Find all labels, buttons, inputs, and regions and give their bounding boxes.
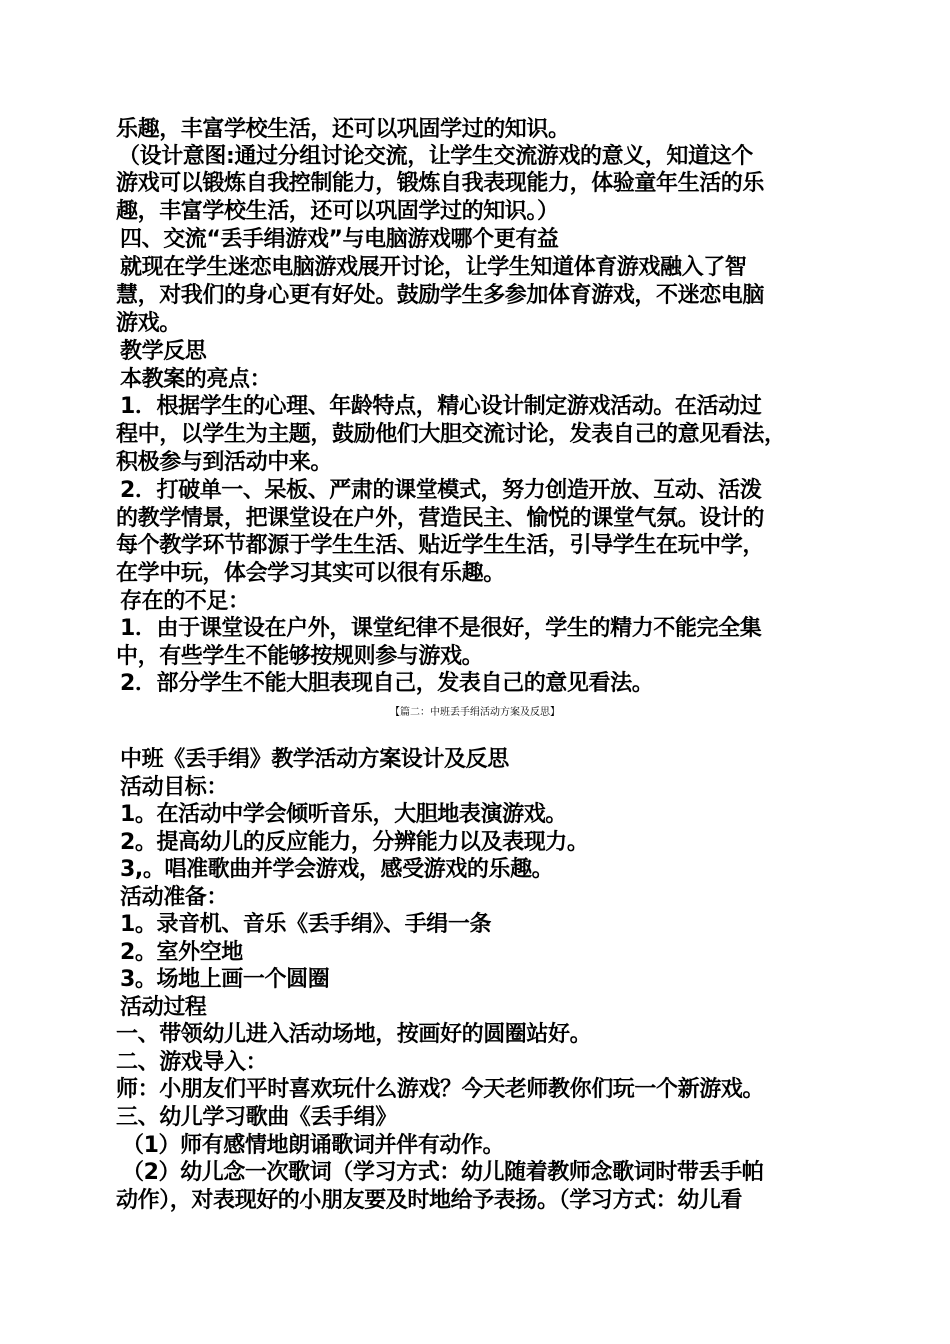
text-line: （1）师有感情地朗诵歌词并伴有动作。 [122, 1133, 505, 1158]
text-line: 师：小朋友们平时喜欢玩什么游戏？今天老师教你们玩一个新游戏。 [116, 1077, 765, 1102]
text-line: 1．由于课堂设在户外，课堂纪律不是很好，学生的精力不能完全集 [120, 616, 762, 641]
section-heading: 【篇二：中班丢手绢活动方案及反思】 [390, 707, 560, 718]
text-line: 1。在活动中学会倾听音乐，大胆地表演游戏。 [120, 802, 567, 827]
text-line: 程中，以学生为主题，鼓励他们大胆交流讨论，发表自己的意见看法， [116, 422, 786, 447]
document-subtitle: 中班《丢手绢》教学活动方案设计及反思 [120, 747, 509, 772]
text-line: 2。室外空地 [120, 940, 243, 965]
text-line: 二、游戏导入： [116, 1050, 268, 1075]
section-title: 活动准备： [120, 885, 229, 910]
section-title: 四、交流“丢手绢游戏”与电脑游戏哪个更有益 [120, 227, 559, 252]
text-line: 的教学情景，把课堂设在户外，营造民主、愉悦的课堂气氛。设计的 [116, 506, 765, 531]
text-line: 动作），对表现好的小朋友要及时地给予表扬。（学习方式：幼儿看 [116, 1188, 743, 1213]
text-line: 2。提高幼儿的反应能力，分辨能力以及表现力。 [120, 830, 589, 855]
section-title: 活动过程 [120, 995, 207, 1020]
section-title: 教学反思 [120, 339, 207, 364]
text-line: （设计意图:通过分组讨论交流，让学生交流游戏的意义，知道这个 [118, 144, 753, 169]
text-line: 2．部分学生不能大胆表现自己，发表自己的意见看法。 [120, 671, 654, 696]
text-line: 就现在学生迷恋电脑游戏展开讨论，让学生知道体育游戏融入了智 [120, 255, 747, 280]
text-line: 3。场地上画一个圆圈 [120, 967, 330, 992]
text-line: 游戏。 [116, 311, 181, 336]
text-line: 在学中玩，体会学习其实可以很有乐趣。 [116, 561, 505, 586]
text-line: 趣，丰富学校生活，还可以巩固学过的知识。） [116, 199, 559, 224]
text-line: 慧，对我们的身心更有好处。鼓励学生多参加体育游戏，不迷恋电脑 [116, 283, 765, 308]
text-line: 1。录音机、音乐《丢手绢》、手绢一条 [120, 912, 492, 937]
section-title: 存在的不足： [120, 589, 250, 614]
text-line: 三、幼儿学习歌曲《丢手绢》 [116, 1105, 397, 1130]
text-line: 2．打破单一、呆板、严肃的课堂模式，努力创造开放、互动、活泼 [120, 478, 762, 503]
section-title: 本教案的亮点： [120, 367, 272, 392]
text-line: 游戏可以锻炼自我控制能力，锻炼自我表现能力，体验童年生活的乐 [116, 171, 765, 196]
text-line: 1．根据学生的心理、年龄特点，精心设计制定游戏活动。在活动过 [120, 394, 762, 419]
text-line: 3,。唱准歌曲并学会游戏，感受游戏的乐趣。 [120, 857, 554, 882]
text-line: 每个教学环节都源于学生生活、贴近学生生活，引导学生在玩中学， [116, 533, 765, 558]
text-line: 中，有些学生不能够按规则参与游戏。 [116, 644, 484, 669]
section-title: 活动目标： [120, 775, 229, 800]
text-line: 乐趣，丰富学校生活，还可以巩固学过的知识。 [116, 117, 570, 142]
text-line: 积极参与到活动中来。 [116, 450, 333, 475]
text-line: 一、带领幼儿进入活动场地，按画好的圆圈站好。 [116, 1022, 592, 1047]
text-line: （2）幼儿念一次歌词（学习方式：幼儿随着教师念歌词时带丢手帕 [122, 1160, 764, 1185]
